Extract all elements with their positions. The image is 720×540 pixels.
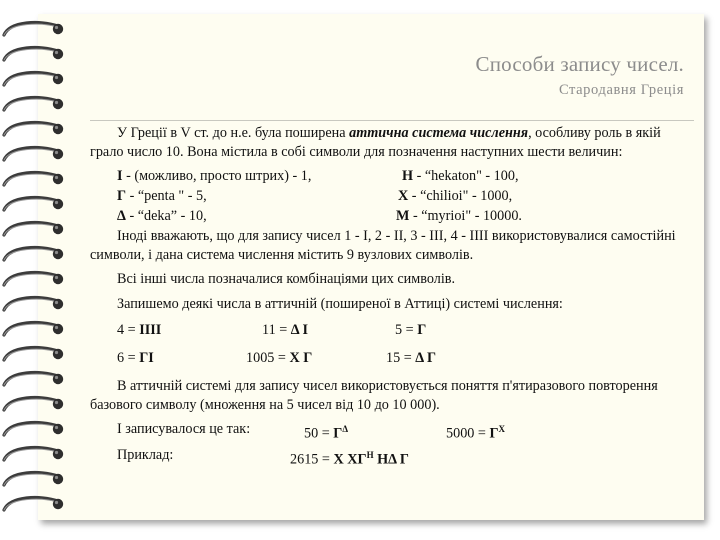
paragraph-1: Іноді вважають, що для запису чисел 1 - I, 2 - II, 3 - III, 4 - IIII використовувалися самостійні символи, і дана система числення містить 9 вузлових символів. xyxy=(90,228,676,263)
spiral-ring xyxy=(0,268,66,290)
spiral-ring xyxy=(0,468,66,490)
spiral-ring xyxy=(0,293,66,315)
spiral-ring xyxy=(0,493,66,515)
intro-before: У Греції в V ст. до н.е. була поширена xyxy=(117,125,350,141)
example-label: Приклад: xyxy=(117,447,174,463)
example-1005: 1005 = X Г xyxy=(246,350,313,366)
symbol-right-2: X - “chilioi" - 1000, xyxy=(398,188,513,204)
spiral-ring xyxy=(0,68,66,90)
pentads-label: І записувалося це так: xyxy=(117,421,251,437)
spiral-ring xyxy=(0,18,66,40)
examples-row-2 xyxy=(90,349,690,369)
page-title: Способи запису чисел. xyxy=(475,52,684,76)
example-4: 4 = IIII xyxy=(117,322,162,338)
example-2615: 2615 = X $XГ^H$ HΔ Г xyxy=(290,450,409,468)
intro-paragraph xyxy=(90,124,690,161)
symbol-row-1 xyxy=(90,167,690,187)
spiral-ring xyxy=(0,368,66,390)
spiral-ring xyxy=(0,318,66,340)
spiral-ring xyxy=(0,93,66,115)
intro-after: , особливу роль в якій грало число 10. Вона містила в собі символи для позначення наступних шести величин: xyxy=(90,125,661,160)
spiral-ring xyxy=(0,218,66,240)
symbol-right-3: M - “myrioi" - 10000. xyxy=(396,208,522,224)
symbol-left-1: I - (можливо, просто штрих) - 1, xyxy=(117,168,312,184)
examples-row-1 xyxy=(90,321,690,341)
pentad-5000: $5000 = Г^X$ xyxy=(446,424,506,442)
spiral-ring xyxy=(0,343,66,365)
paragraph-2: Всі інші числа позначалися комбінаціями цих символів. xyxy=(117,271,456,287)
spiral-ring xyxy=(0,243,66,265)
spiral-ring xyxy=(0,193,66,215)
intro-term: аттична система числення xyxy=(349,125,529,141)
spiral-binding xyxy=(0,18,66,518)
spiral-ring xyxy=(0,43,66,65)
paragraph-4: В аттичній системі для запису чисел використовується поняття п'ятиразового повторення базового символу (множення на 5 чисел від 10 до 10 000). xyxy=(90,378,658,413)
divider xyxy=(90,120,694,121)
symbol-left-2: Г - “penta " - 5, xyxy=(117,188,207,204)
content xyxy=(90,124,690,466)
spiral-ring xyxy=(0,118,66,140)
spiral-ring xyxy=(0,168,66,190)
symbol-row-3 xyxy=(90,207,690,227)
example-5: 5 = Г xyxy=(395,322,427,338)
example-6: 6 = ГI xyxy=(117,350,154,366)
example-15: 15 = Δ Г xyxy=(386,350,436,366)
symbol-left-3: Δ - “deka” - 10, xyxy=(117,208,207,224)
symbol-row-2 xyxy=(90,187,690,207)
spiral-ring xyxy=(0,443,66,465)
spiral-ring xyxy=(0,393,66,415)
spiral-ring xyxy=(0,143,66,165)
pentad-50: $50 = Г^\Delta$ xyxy=(304,424,348,442)
pentads-row xyxy=(90,420,690,440)
page-subtitle: Стародавня Греція xyxy=(558,82,684,98)
example-row xyxy=(90,446,690,466)
spiral-ring xyxy=(0,418,66,440)
symbol-right-1: H - “hekaton" - 100, xyxy=(402,168,519,184)
example-11: 11 = Δ I xyxy=(262,322,308,338)
paragraph-3: Запишемо деякі числа в аттичній (поширеної в Аттиці) системі числення: xyxy=(117,295,563,312)
